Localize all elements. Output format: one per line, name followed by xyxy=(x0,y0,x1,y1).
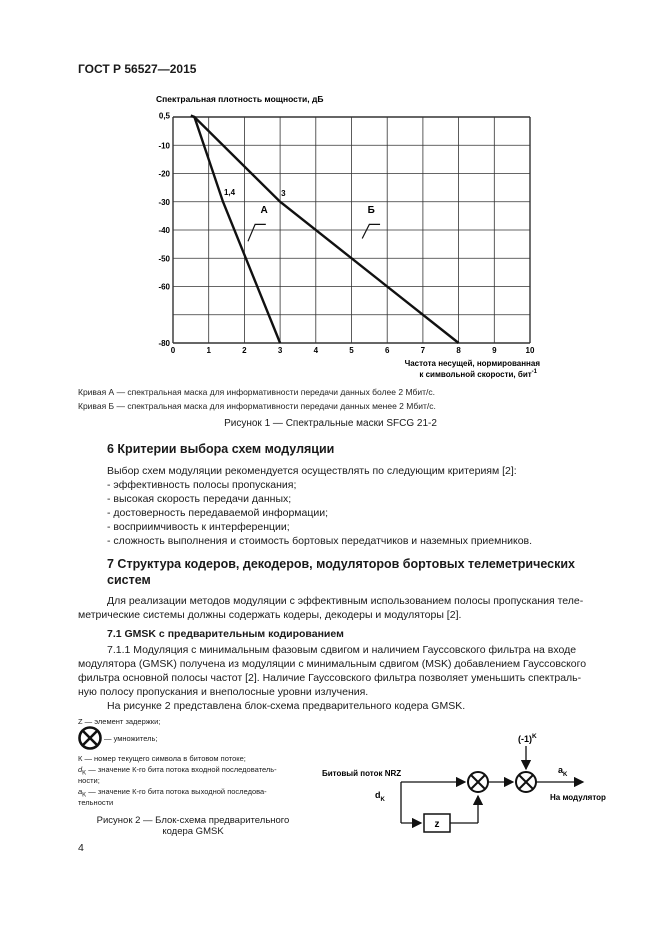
legend-z: Z — элемент задержки; xyxy=(78,717,161,726)
x-tick-label: 4 xyxy=(313,346,319,355)
legend-d-line1: $d_K$ — значение К-го бита потока входной последователь- xyxy=(78,765,277,777)
multiplier-1-icon xyxy=(468,772,488,792)
section7-para2-line2: модулятора (GMSK) получена из модуляции с минимальным сдвигом (MSK) добавлением Гауссовского xyxy=(78,658,587,670)
section7-para1-line1: Для реализации методов модуляции с эффективным использованием полосы пропускания теле- xyxy=(107,595,584,607)
input-label: Битовый поток NRZ xyxy=(322,769,402,778)
figure1-note-b: Кривая Б — спектральная маска для информативности передачи данных менее 2 Мбит/с. xyxy=(78,401,436,411)
subsection-title: 7.1 GMSK с предварительным кодированием xyxy=(107,628,344,640)
legend-d-line2: ности; xyxy=(78,776,100,785)
legend-multiplier: — умножитель; xyxy=(104,734,158,743)
annotation-point-3: 3 xyxy=(281,188,286,198)
section7-title-line1: 7 Структура кодеров, декодеров, модуляторов бортовых телеметрических xyxy=(107,557,576,571)
document-header: ГОСТ Р 56527—2015 xyxy=(78,62,197,76)
chart-annotations xyxy=(224,188,380,242)
list-item: - восприимчивость к интерференции; xyxy=(107,521,290,533)
leader-line-b xyxy=(362,224,380,238)
figure1-caption: Рисунок 1 — Спектральные маски SFCG 21-2 xyxy=(224,418,437,429)
x-tick-label: 6 xyxy=(384,346,390,355)
multiplier-2-icon xyxy=(516,772,536,792)
chart-series xyxy=(191,116,459,343)
x-tick-label: 5 xyxy=(349,346,354,355)
curve-label-b: Б xyxy=(367,205,375,217)
x-tick-label: 3 xyxy=(277,346,283,355)
chart-x-label-line1: Частота несущей, нормированная xyxy=(404,359,540,368)
x-tick-label: 2 xyxy=(242,346,247,355)
section6-title: 6 Критерии выбора схем модуляции xyxy=(107,442,335,456)
series-line-А xyxy=(191,116,280,343)
chart-x-label-line2: к символьной скорости, бит$^{-1}$ xyxy=(419,369,537,379)
figure2-caption-line1: Рисунок 2 — Блок-схема предварительного xyxy=(96,815,290,826)
chart-x-ticks xyxy=(171,346,535,355)
y-tick-label: -30 xyxy=(158,197,170,207)
page-number: 4 xyxy=(78,842,84,854)
x-tick-label: 8 xyxy=(456,346,461,355)
output-label: На модулятор xyxy=(550,793,606,802)
figure2-caption-line2: кодера GMSK xyxy=(162,826,224,837)
y-tick-label: 0,5 xyxy=(158,111,170,121)
list-item: - эффективность полосы пропускания; xyxy=(107,479,297,491)
y-tick-label: -50 xyxy=(158,254,170,264)
section7-para3: На рисунке 2 представлена блок-схема предварительного кодера GMSK. xyxy=(107,700,466,712)
multiplier-symbol-icon xyxy=(77,725,103,751)
chart-y-ticks xyxy=(158,112,170,348)
list-item: - высокая скорость передачи данных; xyxy=(107,493,292,505)
list-item: - сложность выполнения и стоимость бортовых передатчиков и наземных приемников. xyxy=(107,535,533,547)
section7-para2-line1: 7.1.1 Модуляция с минимальным фазовым сдвигом и наличием Гауссовского фильтра на входе xyxy=(107,644,577,656)
y-tick-label: -20 xyxy=(158,169,170,179)
chart-grid xyxy=(173,117,530,343)
curve-label-a: А xyxy=(260,205,268,217)
section7-para2-line4: ную полосу пропускания и внеполосные уровни излучения. xyxy=(78,686,369,698)
legend-a-line2: тельности xyxy=(78,798,114,807)
section6-list xyxy=(107,478,532,548)
delay-label: z xyxy=(434,819,440,830)
figure2-caption xyxy=(78,815,308,837)
legend-a-line1: $a_K$ — значение К-го бита потока выходной последова- xyxy=(78,787,267,799)
section7-title-line2: систем xyxy=(107,573,151,587)
sign-factor-label: $(-1)^K$ xyxy=(518,733,537,744)
chart-y-label: Спектральная плотность мощности, дБ xyxy=(156,96,324,104)
series-line-Б xyxy=(191,116,459,343)
precoder-block-diagram xyxy=(318,726,628,846)
ak-label: $a_K$ xyxy=(558,765,568,778)
annotation-point-1-4: 1,4 xyxy=(223,187,236,197)
y-tick-label: -60 xyxy=(158,282,170,292)
x-tick-label: 1 xyxy=(206,346,211,355)
section6-intro: Выбор схем модуляции рекомендуется осуществлять по следующим критериям [2]: xyxy=(107,465,517,477)
section7-para2-line3: фильтра основной полосы частот [2]. Наличие Гауссовского фильтра позволяет уменьшить спектраль- xyxy=(78,672,582,684)
x-tick-label: 9 xyxy=(492,346,497,355)
legend-k: К — номер текущего символа в битовом потоке; xyxy=(78,754,246,763)
x-tick-label: 0 xyxy=(170,346,176,355)
list-item: - достоверность передаваемой информации; xyxy=(107,507,329,519)
leader-line-a xyxy=(248,224,266,241)
spectral-mask-chart xyxy=(150,96,570,386)
dk-label: $d_K$ xyxy=(375,790,385,803)
y-tick-label: -80 xyxy=(158,339,170,348)
x-tick-label: 10 xyxy=(525,346,535,355)
y-tick-label: -40 xyxy=(158,226,170,235)
figure1-note-a: Кривая А — спектральная маска для информативности передачи данных более 2 Мбит/с. xyxy=(78,387,436,397)
x-tick-label: 7 xyxy=(420,346,426,355)
section7-para1-line2: метрические системы должны содержать кодеры, декодеры и модуляторы [2]. xyxy=(78,609,462,621)
y-tick-label: -10 xyxy=(158,141,170,151)
